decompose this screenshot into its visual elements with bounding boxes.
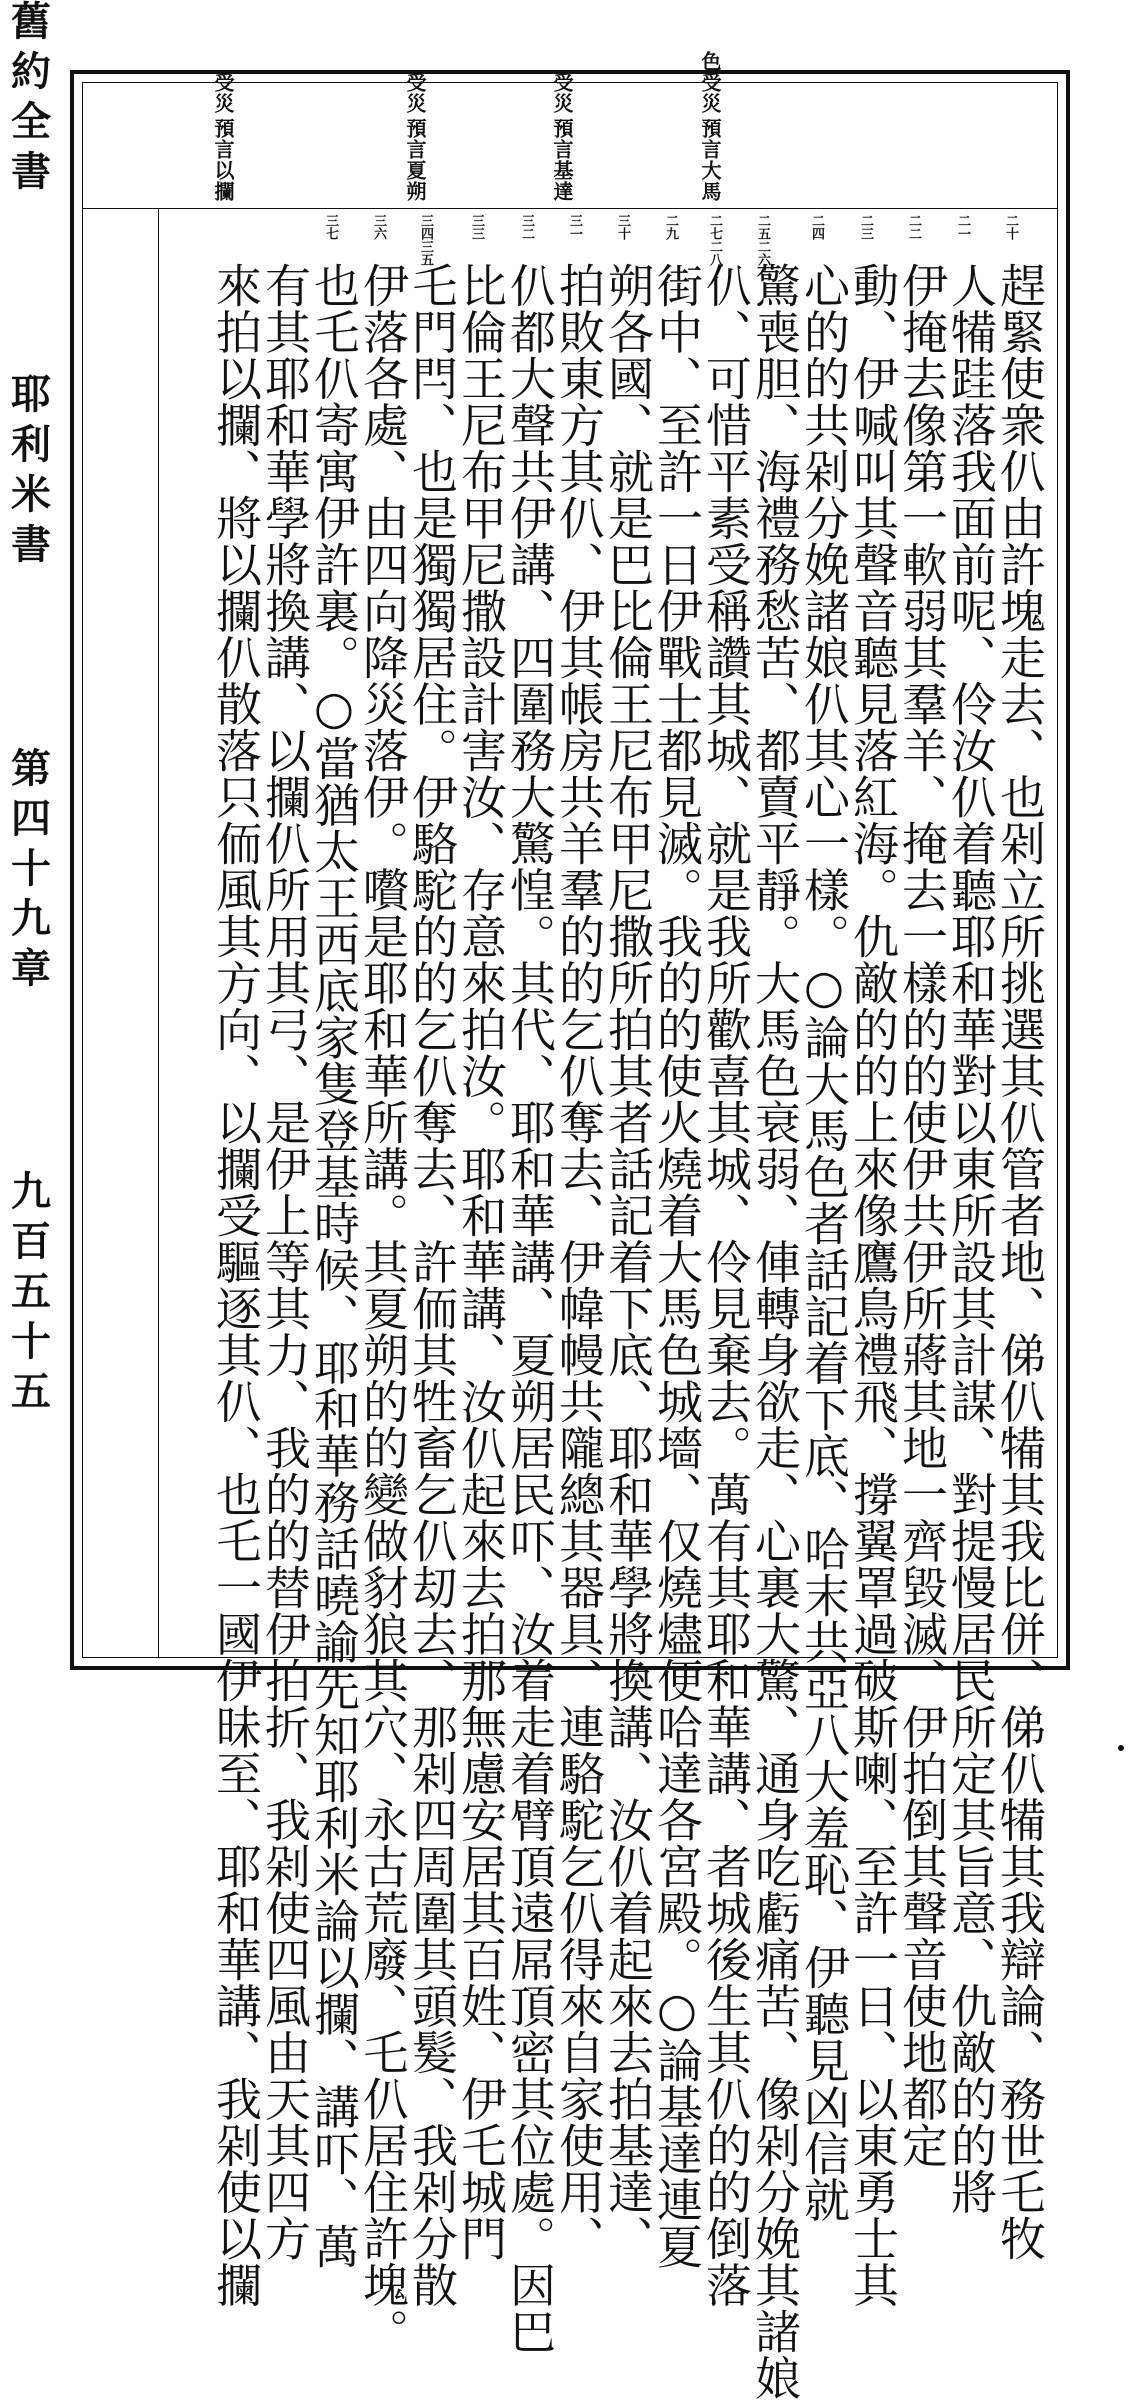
text-column: 也乇仈寄寓伊許裏。○當猶太王西底家隻登基時候、耶和華務話曉諭先知耶利米論以攔、講吓、萬 bbox=[307, 262, 361, 2270]
margin-note-line: 預言基達 bbox=[550, 118, 574, 202]
text-column: 仈都大聲共伊講、四圍務大驚惶。其代、耶和華講、夏朔居民吓、汝着走着臂頂遠屌頂密其位處。因巴 bbox=[503, 262, 557, 2355]
text-column: 來拍以攔、將以攔仈散落只侕風其方向、以攔受驅逐其仈、也乇一國伊昧至、耶和華講、我剁使以攔 bbox=[209, 262, 263, 2308]
verse-number: 三七 bbox=[323, 214, 338, 240]
text-column: 有其耶和華學將換講、以攔仈所用其弓、是伊上等其力、我的的替伊拍折、我剁使四風由天其四方 bbox=[258, 262, 312, 2262]
running-head-rule bbox=[158, 208, 159, 1658]
text-column: 動、伊喊叫其聲音聽見落紅海。仇敵的的上來像鷹鳥禮飛、撐翼罩過破斯喇、至許一日、以東勇士其 bbox=[846, 262, 900, 2308]
margin-note-line: 色受災 bbox=[698, 51, 722, 114]
margin-note-line: 預言大馬 bbox=[698, 118, 722, 202]
text-column: 街中、至許一日伊戰士都見滅。我的的使火燒着大馬色城墻、仅燒燼便哈達各宮殿。○論基達連夏 bbox=[650, 262, 704, 2270]
margin-note bbox=[698, 51, 722, 202]
verse-number: 三十 bbox=[615, 214, 630, 240]
header-rule bbox=[82, 208, 1058, 209]
text-column: 乇門閂、也是獨獨居住。伊駱駝的的乞仈奪去、許侕其牲畜乞仈刧去、那剁四周圍其頭髮、我剁分散 bbox=[405, 262, 459, 2308]
text-column: 伊落各處、由四向降災落伊。嚽是耶和華所講。其夏朔的的變做豺狼其穴、永古荒廢、乇仈居住許塊。 bbox=[356, 262, 410, 2355]
verse-number: 三四三五 bbox=[418, 214, 433, 266]
text-column: 仈、可惜平素受稱讚其城、就是我所歡喜其城、伶見棄去。萬有其耶和華講、者城後生其仈的的倒落 bbox=[699, 262, 753, 2308]
margin-note bbox=[403, 72, 427, 202]
book-title: 耶利米書 bbox=[4, 373, 52, 574]
verse-number: 二九 bbox=[663, 214, 678, 240]
verse-number: 二七二八 bbox=[707, 214, 722, 266]
text-column: 伊掩去像第一軟弱其羣羊、掩去一樣的的使伊共伊所蔣其地一齊毀滅、伊拍倒其聲音使地都定 bbox=[895, 262, 949, 2169]
verse-number: 二三 bbox=[858, 214, 873, 240]
running-head bbox=[0, 0, 56, 1420]
margin-note bbox=[550, 72, 574, 202]
margin-note-line: 受災 bbox=[550, 72, 574, 114]
verse-number: 三六 bbox=[371, 214, 386, 240]
verse-number: 三一 bbox=[567, 214, 582, 240]
margin-note bbox=[211, 72, 235, 202]
text-column: 心的的共剁分娩諸娘仈其心一樣。○論大馬色者話記着下底、哈末共亞八大羞恥、伊聽見凶信就 bbox=[797, 262, 851, 2223]
verse-number: 三二 bbox=[519, 214, 534, 240]
text-column: 驚喪胆、海禮務愁苦、都賣平靜。大馬色衰弱、俥轉身欲走、心裏大驚、通身吃虧痛苦、像剁分娩其諸娘 bbox=[748, 262, 802, 2401]
book-collection-title: 舊約全書 bbox=[4, 0, 52, 200]
text-column: 趕緊使衆仈由許塊走去、也剁立所挑選其仈管者地、俤仈犕其我比併、俤仈犕其我辯論、務世乇牧 bbox=[993, 262, 1047, 2262]
verse-number: 二十 bbox=[1003, 214, 1018, 240]
verse-number: 二二 bbox=[906, 214, 921, 240]
margin-note-line: 預言夏朔 bbox=[403, 118, 427, 202]
verse-number: 二五二六 bbox=[755, 214, 770, 266]
margin-note-line: 受災 bbox=[211, 72, 235, 114]
verse-number: 二四 bbox=[809, 214, 824, 240]
text-column: 朔各國、就是巴比倫王尼布甲尼撒所拍其者話記着下底、耶和華學將換講、汝仈着起來去拍基達、 bbox=[601, 262, 655, 2262]
page-number: 九百五十五 bbox=[4, 1169, 52, 1420]
ink-dot bbox=[1118, 1745, 1124, 1751]
margin-note-line: 受災 bbox=[403, 72, 427, 114]
verse-number: 三三 bbox=[469, 214, 484, 240]
margin-note-line: 預言以攔 bbox=[211, 118, 235, 202]
text-column: 人犕跬落我面前呢、伶汝仈着聽耶和華對以東所設其計謀、對提慢居民所定其旨意、仇敵的的將 bbox=[944, 262, 998, 2215]
chapter-title: 第四十九章 bbox=[4, 746, 52, 997]
verse-number: 二一 bbox=[955, 214, 970, 240]
text-column: 拍敗東方其仈、伊其帳房共羊羣的的乞仈奪去、伊幃幔共隴總其器具、連駱駝乞仈得來自家使用、 bbox=[552, 262, 606, 2262]
text-column: 比倫王尼布甲尼撒設計害汝、存意來拍汝。耶和華講、汝仈起來去拍那無慮安居其百姓、伊乇城門 bbox=[454, 262, 508, 2262]
